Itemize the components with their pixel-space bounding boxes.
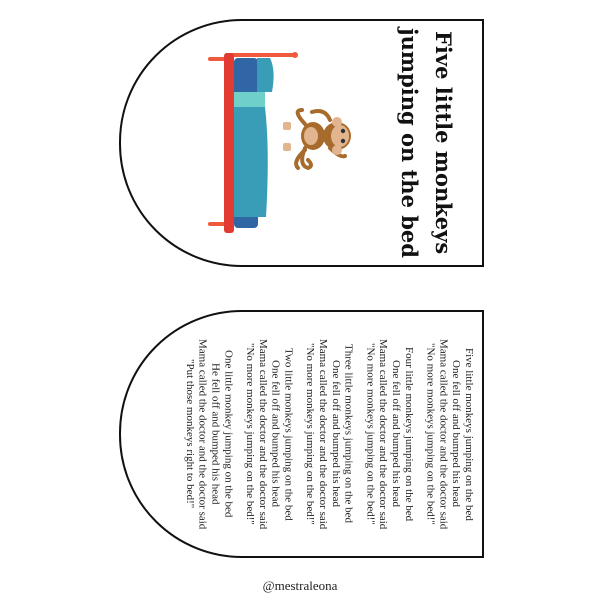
poem-line: Mama called the doctor and the doctor said xyxy=(196,338,209,530)
monkey-illustration xyxy=(283,110,351,168)
stanza-2 xyxy=(364,312,415,556)
stanza-1 xyxy=(424,312,475,556)
poem-line: Three little monkeys jumping on the bed xyxy=(342,344,355,524)
poem-line: One little monkey jumping on the bed xyxy=(222,350,235,518)
poem-line: "No more monkeys jumping on the bed!" xyxy=(364,343,377,525)
poem-line: One fell off and bumped his head xyxy=(390,360,403,508)
poem-line: "No more monkeys jumping on the bed!" xyxy=(304,343,317,525)
poem-line: Two little monkeys jumping on the bed xyxy=(282,347,295,521)
stanza-5 xyxy=(183,312,234,556)
poem-line: Mama called the doctor and the doctor said xyxy=(377,338,390,530)
poem-line: Four little monkeys jumping on the bed xyxy=(402,346,415,522)
title-line-1: Five little monkeys xyxy=(431,31,456,255)
poem-card xyxy=(119,310,484,558)
poem-line: One fell off and bumped his head xyxy=(450,360,463,508)
poem-text xyxy=(183,312,475,556)
poem-line: "No more monkeys jumping on the bed!" xyxy=(424,343,437,525)
poem-line: Mama called the doctor and the doctor said xyxy=(317,338,330,530)
poem-line: Mama called the doctor and the doctor said xyxy=(437,338,450,530)
poem-line: One fell off and bumped his head xyxy=(329,360,342,508)
author-handle: @mestraleona xyxy=(262,578,338,593)
poem-line: One fell off and bumped his head xyxy=(269,360,282,508)
stanza-3 xyxy=(303,312,354,556)
title-line-2: jumping on the bed xyxy=(397,28,422,258)
poem-line: "No more monkeys jumping on the bed!" xyxy=(244,343,257,525)
bed-illustration xyxy=(208,52,298,233)
poem-line: Five little monkeys jumping on the bed xyxy=(463,347,475,521)
stanza-4 xyxy=(243,312,294,556)
poem-line: Mama called the doctor and the doctor said xyxy=(256,338,269,530)
poem-line: "Put those monkeys right to bed!" xyxy=(183,359,196,509)
poem-line: He fell off and bumped his head xyxy=(209,363,222,505)
